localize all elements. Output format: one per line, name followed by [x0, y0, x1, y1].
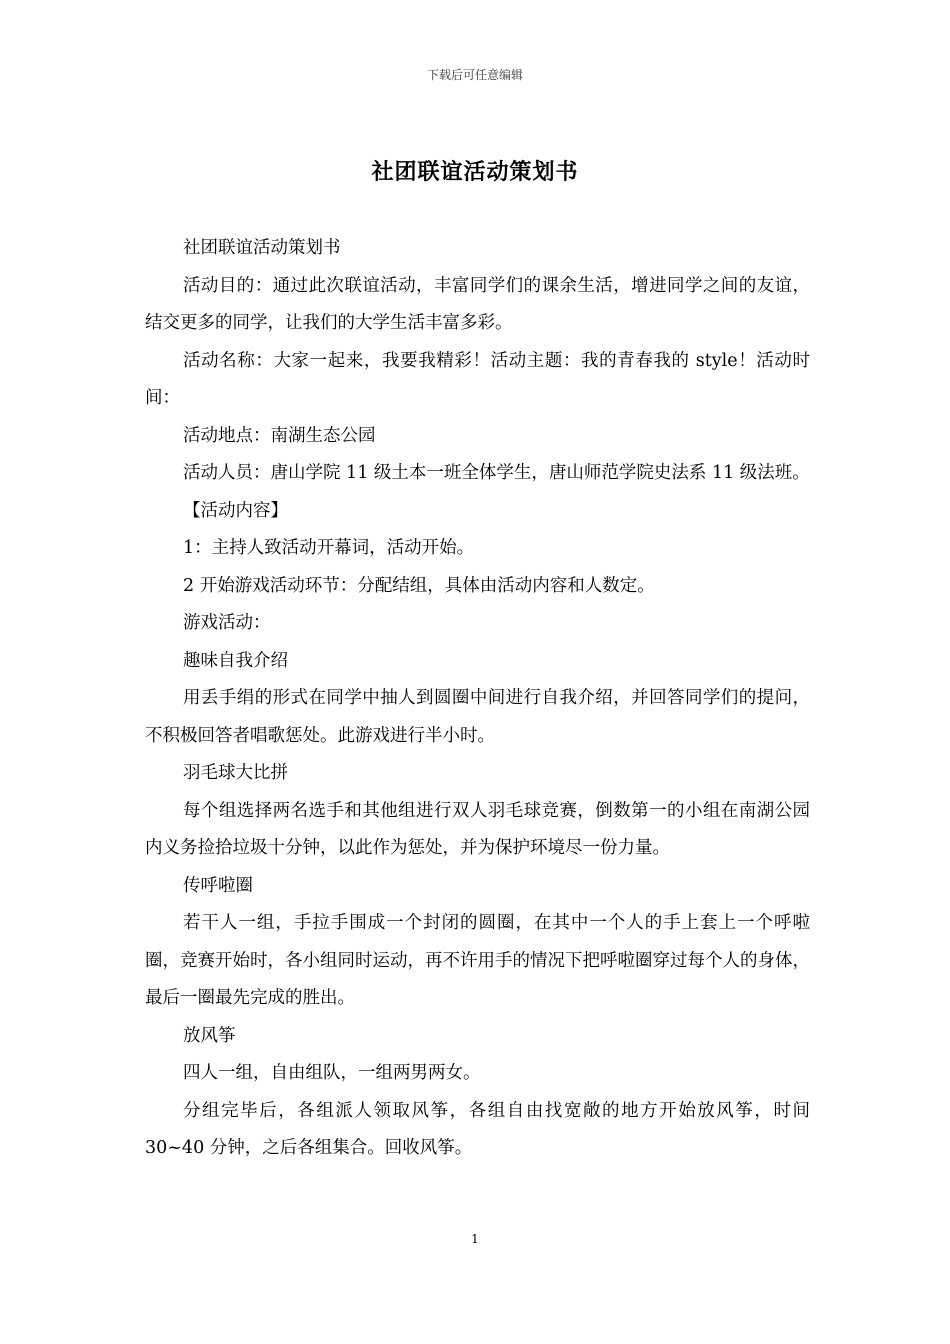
game-desc-hula-hoop: 若干人一组，手拉手围成一个封闭的圆圈，在其中一个人的手上套上一个呼啦圈，竞赛开始时，各小组同时运动，再不许用手的情况下把呼啦圈穿过每个人的身体，最后一圈最先完成的胜出。	[145, 913, 810, 1008]
game-title-kite: 放风筝	[183, 1025, 236, 1046]
paragraph-step-2: 2 开始游戏活动环节：分配结组，具体由活动内容和人数定。	[183, 575, 655, 596]
paragraph-subtitle: 社团联谊活动策划书	[183, 238, 341, 258]
game-desc-kite-process: 分组完毕后，各组派人领取风筝，各组自由找宽敞的地方开始放风筝，时间 30~40 分钟，之后各组集合。回收风筝。	[145, 1100, 810, 1158]
game-title-badminton: 羽毛球大比拼	[183, 763, 288, 783]
game-desc-self-intro: 用丢手绢的形式在同学中抽人到圆圈中间进行自我介绍，并回答同学们的提问，不积极回答者唱歌惩处。此游戏进行半小时。	[145, 688, 810, 746]
game-desc-badminton: 每个组选择两名选手和其他组进行双人羽毛球竞赛，倒数第一的小组在南湖公园内义务捡拾垃圾十分钟，以此作为惩处，并为保护环境尽一份力量。	[145, 800, 810, 858]
paragraph-purpose: 活动目的：通过此次联谊活动，丰富同学们的课余生活，增进同学之间的友谊，结交更多的同学，让我们的大学生活丰富多彩。	[145, 275, 810, 333]
page-number: 1	[471, 1232, 479, 1246]
paragraph-location: 活动地点：南湖生态公园	[183, 425, 376, 446]
game-title-hula-hoop: 传呼啦圈	[183, 875, 253, 896]
game-desc-kite-teams: 四人一组，自由组队，一组两男两女。	[183, 1063, 481, 1083]
section-heading-content: 【活动内容】	[183, 500, 288, 521]
header-note: 下载后可任意编辑	[426, 68, 523, 82]
game-title-self-intro: 趣味自我介绍	[183, 650, 288, 671]
paragraph-step-1: 1：主持人致活动开幕词，活动开始。	[183, 538, 475, 558]
document-title: 社团联谊活动策划书	[371, 159, 579, 185]
paragraph-games-heading: 游戏活动：	[183, 613, 271, 633]
document-body	[145, 230, 810, 1168]
paragraph-participants: 活动人员：唐山学院 11 级土本一班全体学生，唐山师范学院史法系 11 级法班。	[183, 463, 810, 483]
paragraph-name-theme-time: 活动名称：大家一起来，我要我精彩！活动主题：我的青春我的 style！活动时间：	[145, 350, 810, 408]
